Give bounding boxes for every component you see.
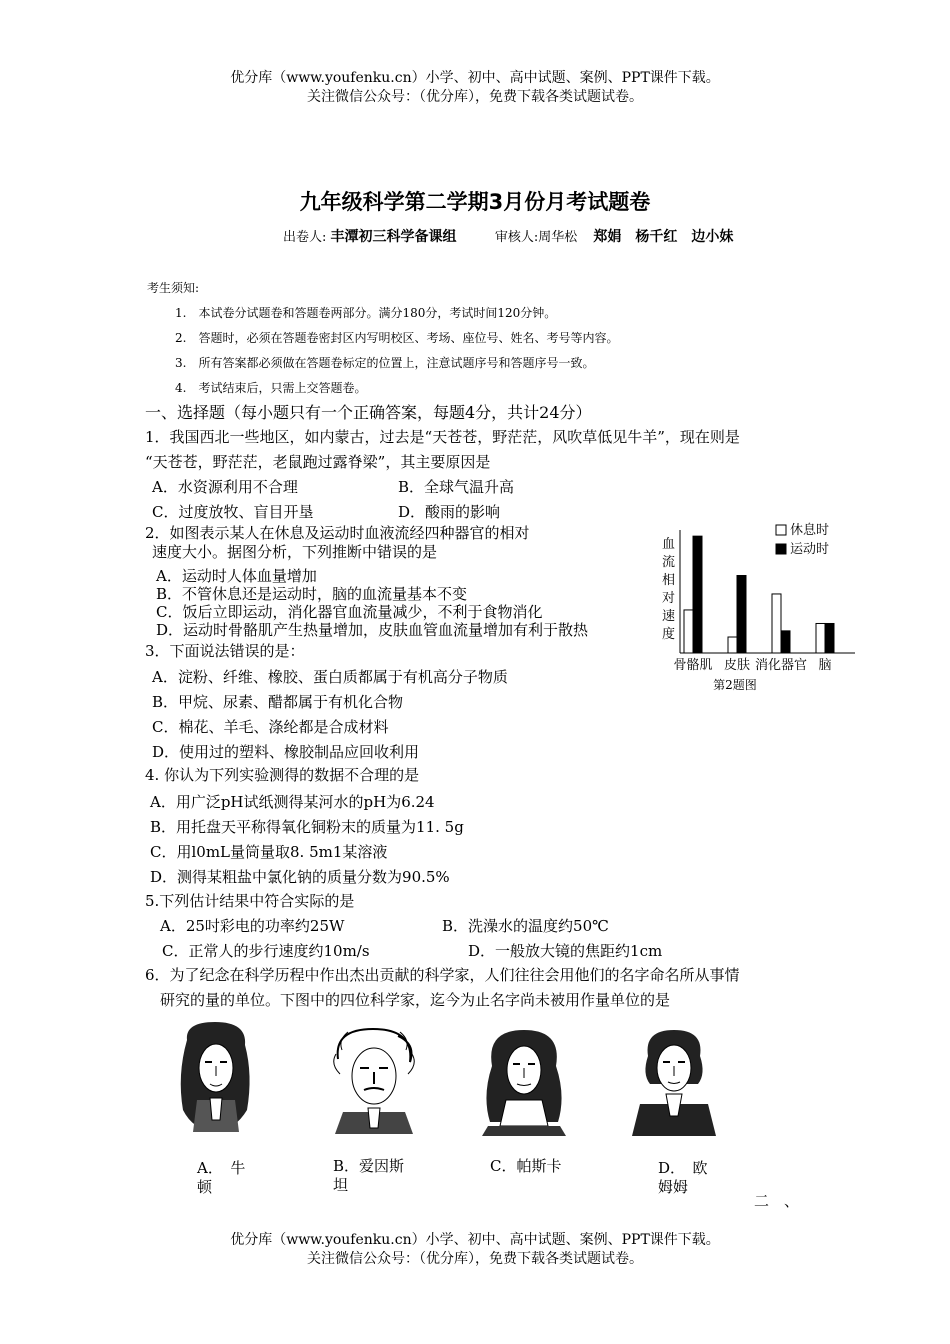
question-stem: 5.下列估计结果中符合实际的是 [145, 892, 355, 910]
bar-rest-2 [772, 594, 781, 653]
option-b: B．全球气温升高 [398, 478, 515, 496]
notice-heading: 考生须知: [147, 281, 200, 295]
caption-b-line1: B．爱因斯 [333, 1157, 405, 1175]
page-title: 九年级科学第二学期3月份月考试题卷 [299, 190, 651, 214]
notice-item: 3. 所有答案都必须做在答题卷标定的位置上，注意试题序号和答题序号一致。 [175, 356, 595, 370]
option-a: A．25吋彩电的功率约25W [160, 917, 345, 935]
question-stem: 速度大小。据图分析，下列推断中错误的是 [152, 543, 438, 561]
y-axis-label-char: 对 [662, 591, 676, 606]
reviewer-names: 郑娟 杨千红 边小妹 [593, 229, 734, 245]
question-stem: 研究的量的单位。下图中的四位科学家，迄今为止名字尚未被用作量单位的是 [160, 991, 671, 1009]
setter-name: 丰潭初三科学备课组 [330, 229, 457, 245]
section-heading: 一、选择题（每小题只有一个正确答案，每题4分，共计24分） [145, 403, 592, 422]
caption-b-line2: 坦 [333, 1176, 349, 1194]
option-a: A．淀粉、纤维、橡胶、蛋白质都属于有机高分子物质 [152, 668, 508, 686]
question-stem: 2．如图表示某人在休息及运动时血液流经四种器官的相对 [145, 524, 530, 542]
site-footer-line2: 关注微信公众号：（优分库），免费下载各类试题试卷。 [307, 1251, 643, 1267]
chart-title: 第2题图 [713, 678, 757, 692]
option-c: C．棉花、羊毛、涤纶都是合成材料 [152, 718, 389, 736]
setter-label: 出卷人: [283, 230, 327, 245]
bar-exercise-1 [737, 576, 746, 653]
question-stem: 4. 你认为下列实验测得的数据不合理的是 [145, 766, 420, 784]
authors-line [283, 226, 733, 246]
ohm-portrait [632, 1024, 717, 1136]
notice-item: 1. 本试卷分试题卷和答题卷两部分。满分180分，考试时间120分钟。 [175, 306, 557, 320]
caption-a-line2: 顿 [197, 1178, 213, 1196]
option-a: A．水资源利用不合理 [152, 478, 298, 496]
option-c: C．过度放牧、盲目开垦 [152, 503, 314, 521]
site-header-line2: 关注微信公众号：（优分库），免费下载各类试题试卷。 [307, 89, 643, 105]
option-b: B．甲烷、尿素、醋都属于有机化合物 [152, 693, 404, 711]
site-header-line1: 优分库（www.youfenku.cn）小学、初中、高中试题、案例、PPT课件下载。 [230, 70, 720, 86]
site-footer-line1: 优分库（www.youfenku.cn）小学、初中、高中试题、案例、PPT课件下载。 [230, 1232, 720, 1248]
caption-d-line2: 姆姆 [658, 1178, 689, 1196]
bar-rest-3 [816, 623, 825, 653]
category-label: 皮肤 [723, 658, 751, 673]
bar-exercise-3 [825, 623, 834, 653]
newton-portrait [175, 1020, 257, 1135]
option-c: C．正常人的步行速度约10m/s [162, 942, 370, 960]
option-c: C．用l0mL量筒量取8. 5m1某溶液 [150, 843, 388, 861]
option-a: A．用广泛pH试纸测得某河水的pH为6.24 [150, 793, 435, 811]
question-stem: 1．我国西北一些地区，如内蒙古，过去是“天苍苍，野茫茫，风吹草低见牛羊”，现在则是 [145, 428, 740, 446]
option-b: B．不管休息还是运动时，脑的血流量基本不变 [156, 585, 468, 603]
option-d: D．测得某粗盐中氯化钠的质量分数为90.5% [150, 868, 450, 886]
bar-rest-1 [728, 637, 737, 653]
bar-exercise-0 [693, 536, 702, 653]
option-d: D．一般放大镜的焦距约1cm [468, 942, 663, 960]
y-axis-label-char: 度 [662, 627, 676, 642]
category-label: 骨骼肌 [673, 658, 713, 673]
caption-a-line1: A． 牛 [197, 1159, 246, 1177]
bar-rest-0 [684, 610, 693, 653]
category-label: 脑 [818, 658, 832, 673]
y-axis-label-char: 速 [662, 609, 676, 624]
question-stem: 6．为了纪念在科学历程中作出杰出贡献的科学家，人们往往会用他们的名字命名所从事情 [145, 966, 740, 984]
legend-exercise-label: 运动时 [790, 542, 830, 557]
y-axis-label-char: 相 [662, 573, 676, 588]
notice-item: 4. 考试结束后，只需上交答题卷。 [175, 381, 367, 395]
option-c: C．饭后立即运动，消化器官血流量减少，不利于食物消化 [156, 603, 543, 621]
y-axis-label-char: 血 [662, 537, 676, 552]
legend-rest-swatch [776, 525, 786, 535]
y-axis-label-char: 流 [662, 555, 676, 570]
option-b: B．洗澡水的温度约50℃ [442, 917, 609, 935]
option-d: D．使用过的塑料、橡胶制品应回收利用 [152, 743, 420, 761]
option-a: A．运动时人体血量增加 [156, 567, 317, 585]
legend-exercise-swatch [776, 544, 786, 554]
legend-rest-label: 休息时 [790, 523, 830, 538]
option-b: B．用托盘天平称得氧化铜粉末的质量为11. 5g [150, 818, 464, 836]
bar-exercise-2 [781, 631, 790, 653]
question-stem: “天苍苍，野茫茫，老鼠跑过露脊梁”，其主要原因是 [145, 453, 491, 471]
caption-c: C．帕斯卡 [490, 1157, 562, 1175]
section2-fragment: 二 、 [754, 1192, 800, 1210]
reviewer-label: 审核人:周华松 [494, 230, 578, 245]
option-d: D．运动时骨骼肌产生热量增加，皮肤血管血流量增加有利于散热 [156, 621, 589, 639]
einstein-portrait [328, 1024, 420, 1134]
option-d: D．酸雨的影响 [398, 503, 501, 521]
caption-d-line1: D． 欧 [658, 1159, 708, 1177]
notice-item: 2. 答题时，必须在答题卷密封区内写明校区、考场、座位号、姓名、考号等内容。 [175, 331, 619, 345]
question-stem: 3．下面说法错误的是： [145, 642, 305, 660]
pascal-portrait [478, 1026, 570, 1136]
category-label: 消化器官 [754, 658, 808, 673]
blood-flow-chart [650, 518, 860, 698]
